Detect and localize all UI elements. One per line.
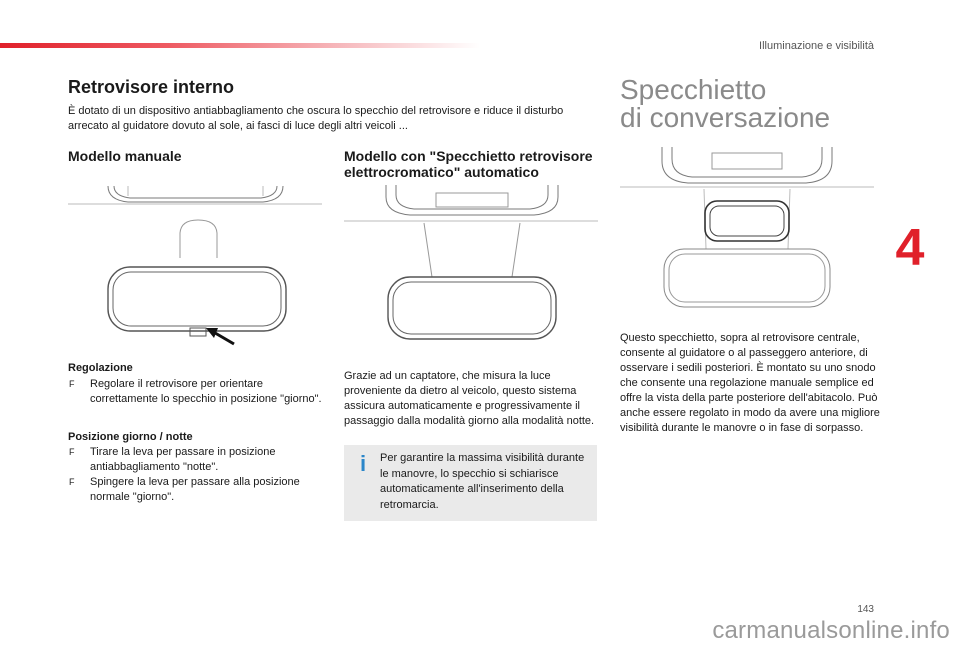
conversation-mirror-illustration [620, 145, 874, 310]
list-item: F Spingere la leva per passare alla posizione normale "giorno". [69, 476, 300, 503]
posizione-list [68, 445, 323, 505]
page-number: 143 [857, 604, 874, 615]
conversation-mirror-title-line2: di conversazione [620, 102, 831, 133]
watermark: carmanualsonline.info [712, 617, 950, 644]
bullet-icon: F [69, 447, 75, 457]
conversation-mirror-title [620, 76, 900, 132]
regolazione-list [68, 377, 323, 407]
info-note-text: Per garantire la massima visibilità durante le manovre, lo specchio si schiarisce automaticamente all'inserimento della retromarcia. [380, 452, 585, 511]
conversation-mirror-title-line1: Specchietto [620, 74, 767, 105]
manual-model-title: Modello manuale [68, 148, 182, 164]
info-icon: i [359, 451, 367, 476]
conversation-body-text: Questo specchietto, sopra al retrovisore centrale, consente al guidatore o al passeggero anteriore, di osservare i sedili posteriori. È montato su uno snodo che consente una regolazione manuale semplice ed offre la vista della parte posteriore dell'abitacolo. Può anche essere regolato in modo da avere una migliore visibilità durante le manovre o in fase di sorpasso. [620, 332, 880, 434]
bullet-icon: F [69, 379, 75, 389]
auto-body-text: Grazie ad un captatore, che misura la luce proveniente da dietro al veicolo, questo sistema assicura automaticamente e progressivamente il passaggio dalla modalità giorno alla modalità notte. [344, 370, 595, 427]
chapter-number: 4 [895, 219, 925, 277]
intro-text: È dotato di un dispositivo antiabbagliamento che oscura lo specchio del retrovisore e riduce il disturbo arrecato al guidatore dovuto al sole, ai fasci di luce degli altri veicoli ... [68, 105, 564, 132]
info-note [344, 445, 597, 521]
bullet-icon: F [69, 477, 75, 487]
posizione-label: Posizione giorno / notte [68, 431, 193, 443]
header-accent-bar [0, 43, 480, 48]
section-title: Illuminazione e visibilità [759, 40, 874, 52]
regolazione-label: Regolazione [68, 362, 133, 374]
list-item: F Regolare il retrovisore per orientare correttamente lo specchio in posizione "giorno". [69, 378, 322, 405]
electrochromic-mirror-illustration [344, 183, 598, 343]
auto-model-title: Modello con "Specchietto retrovisore elettrocromatico" automatico [344, 148, 593, 180]
list-item: F Tirare la leva per passare in posizione antiabbagliamento "notte". [69, 446, 276, 473]
manual-mirror-illustration [68, 178, 322, 350]
page-title: Retrovisore interno [68, 77, 235, 97]
